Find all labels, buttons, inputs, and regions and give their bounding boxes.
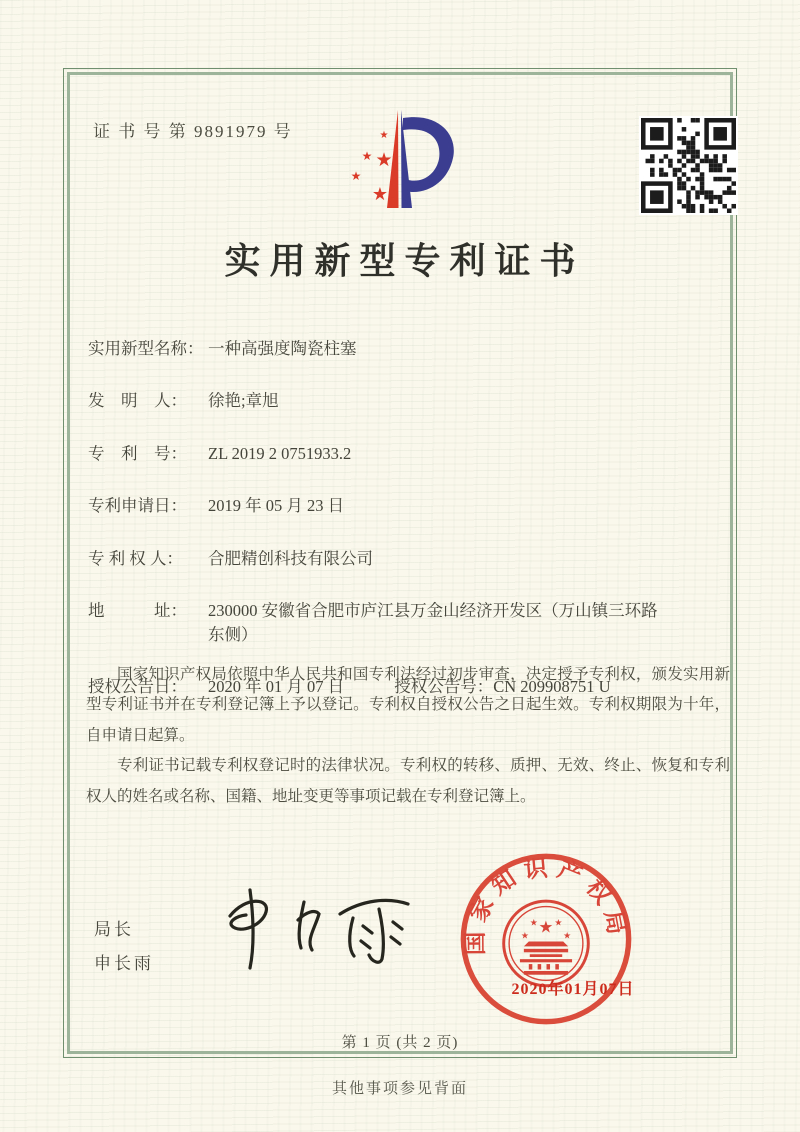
svg-text:★: ★ — [554, 917, 563, 928]
paragraph-register-statement: 专利证书记载专利权登记时的法律状况。专利权的转移、质押、无效、终止、恢复和专利权人的姓名或名称、国籍、地址变更等事项记载在专利登记簿上。 — [86, 757, 730, 805]
svg-text:★: ★ — [379, 130, 389, 141]
field-value: 2019 年 05 月 23 日 — [208, 496, 345, 516]
field-row-inventor — [88, 389, 728, 413]
field-row-filing-date — [88, 494, 728, 518]
svg-text:★: ★ — [563, 930, 572, 941]
official-seal — [455, 848, 637, 1030]
svg-text:国家知识产权局 — [462, 854, 631, 955]
paragraph-grant-statement: 国家知识产权局依照中华人民共和国专利法经过初步审查，决定授予专利权，颁发实用新型专利证书并在专利登记簿上予以登记。专利权自授权公告之日起生效。专利权期限为十年，自申请日起算。 — [86, 666, 730, 744]
certificate-title: 实用新型专利证书 — [224, 241, 585, 281]
field-row-address — [88, 599, 728, 647]
certificate-number: 证 书 号 第 9891979 号 — [93, 122, 293, 141]
director-title: 局长 — [94, 920, 134, 939]
svg-text:★: ★ — [375, 150, 393, 171]
field-label: 专 利 权 人： — [88, 548, 183, 568]
field-row-utility-name — [88, 337, 728, 361]
field-label: 授权公告号： — [394, 677, 494, 697]
seal-date: 2020年01月07日 — [511, 981, 635, 998]
field-value: 2020 年 01 月 07 日 — [208, 677, 345, 697]
field-label: 地 址： — [88, 601, 187, 621]
field-value: 一种高强度陶瓷柱塞 — [208, 339, 357, 358]
legal-text — [86, 660, 730, 812]
svg-text:★: ★ — [520, 930, 529, 941]
director-name: 申长雨 — [94, 954, 154, 973]
field-row-patent-number — [88, 442, 728, 466]
qr-code — [639, 116, 738, 215]
field-label: 专 利 号： — [88, 443, 187, 463]
seal-text: 国家知识产权局 — [462, 855, 631, 956]
svg-text:★: ★ — [371, 184, 389, 204]
svg-text:★: ★ — [538, 917, 554, 937]
back-note: 其他事项参见背面 — [331, 1081, 468, 1097]
field-value: 230000 安徽省合肥市庐江县万金山经济开发区（万山镇三环路东侧） — [208, 601, 658, 645]
svg-text:★: ★ — [361, 149, 373, 163]
field-label: 授权公告日： — [88, 677, 187, 697]
svg-text:★: ★ — [350, 169, 362, 183]
field-row-patentee — [88, 547, 728, 571]
field-label: 专利申请日： — [88, 496, 187, 516]
field-value: ZL 2019 2 0751933.2 — [208, 443, 352, 463]
page-indicator: 第 1 页 (共 2 页) — [341, 1035, 459, 1051]
director-signature — [212, 882, 427, 977]
svg-text:★: ★ — [529, 917, 538, 928]
field-label: 发 明 人： — [88, 391, 187, 411]
cnipa-logo-icon — [336, 102, 474, 232]
field-value: CN 209908751 U — [493, 677, 611, 697]
field-value: 合肥精创科技有限公司 — [208, 548, 373, 568]
seal-emblem — [504, 901, 589, 986]
field-label: 实用新型名称： — [88, 339, 204, 358]
field-value: 徐艳;章旭 — [208, 391, 279, 411]
